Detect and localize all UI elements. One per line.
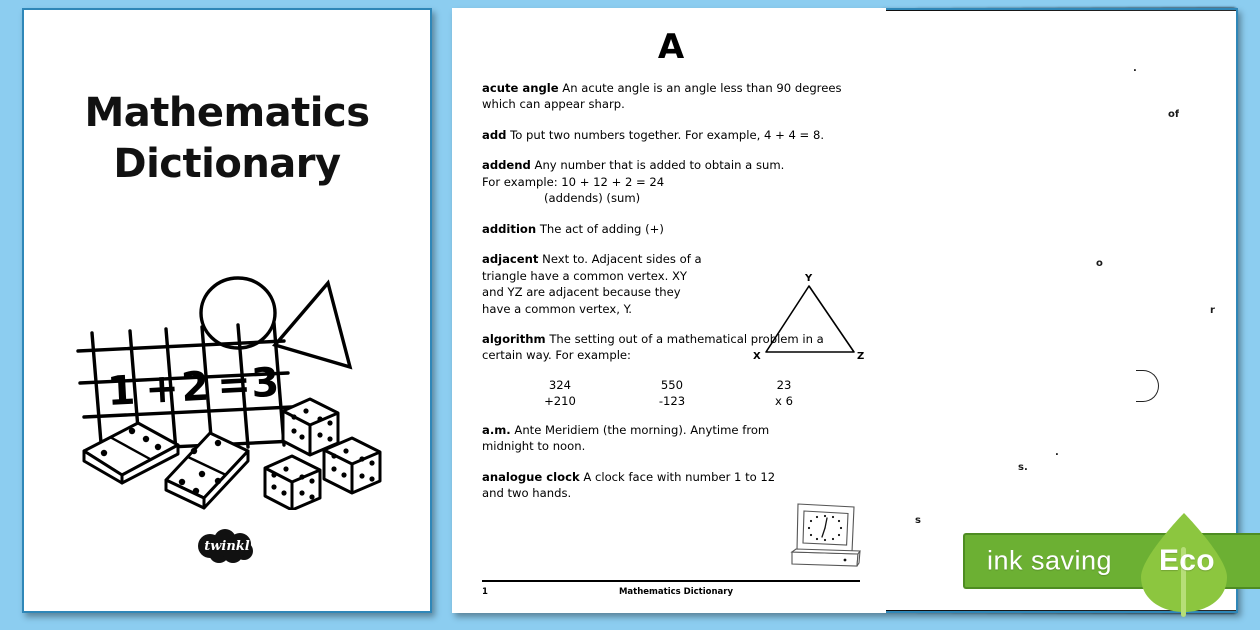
cover-title-line-1: Mathematics <box>84 90 370 136</box>
entry-definition: To put two numbers together. For example, 4 + 4 = 8. <box>510 127 825 142</box>
stack-peek-fragment: of <box>1168 109 1180 120</box>
entry-analogue-clock <box>482 469 782 502</box>
cover-page[interactable] <box>22 8 432 613</box>
entry-definition: The act of adding (+) <box>539 221 664 236</box>
algorithm-cell: 23 <box>776 377 792 392</box>
page-stack[interactable] <box>452 8 1238 613</box>
entry-addition <box>482 221 860 237</box>
stack-peek-fragment: . <box>1133 63 1137 74</box>
entry-term: a.m. <box>482 422 511 437</box>
twinkl-wordmark: twinkl <box>204 538 250 554</box>
triangle-diagram <box>750 270 868 368</box>
entry-term: algorithm <box>482 331 546 346</box>
analogue-clock-illustration <box>788 500 866 572</box>
entry-term: add <box>482 127 507 142</box>
content-page[interactable] <box>452 8 886 613</box>
stack-peek-fragment: s. <box>1018 462 1028 473</box>
stack-peek-fragment: s <box>915 515 921 526</box>
algorithm-cell: x 6 <box>775 393 793 408</box>
footer-document-title: Mathematics Dictionary <box>618 587 734 597</box>
entry-addend <box>482 157 860 206</box>
entry-label-line: (addends) (sum) <box>544 191 641 206</box>
illustration-digit-2: 2 <box>180 363 211 411</box>
cover-title <box>24 10 430 190</box>
entry-definition: The setting out of a mathematical problem in a certain way. For example: <box>482 331 824 363</box>
eco-ink-saving-label: ink saving <box>987 545 1113 576</box>
twinkl-cloud-icon <box>195 529 259 563</box>
entry-am <box>482 422 782 455</box>
twinkl-logo <box>195 529 259 563</box>
footer-rule <box>482 580 860 582</box>
entry-definition: A clock face with number 1 to 12 and two hands. <box>482 469 776 501</box>
entry-term: analogue clock <box>482 469 580 484</box>
entry-definition: An acute angle is an angle less than 90 degrees which can appear sharp. <box>482 81 842 112</box>
algorithm-cell: 324 <box>548 377 572 392</box>
illustration-digit-1: 1 <box>106 367 137 415</box>
entry-term: adjacent <box>482 252 539 267</box>
entry-example-line: For example: 10 + 12 + 2 = 24 <box>482 174 665 189</box>
content-footer <box>482 580 860 597</box>
cover-illustration <box>62 255 392 510</box>
eco-label: Eco <box>1159 544 1215 577</box>
stack-peek-fragment: o <box>1096 258 1103 269</box>
entry-definition: Next to. Adjacent sides of a triangle have a common vertex. XY and YZ are adjacent because they have a common vertex, Y. <box>482 252 702 316</box>
entry-term: addition <box>482 221 537 236</box>
footer-page-number: 1 <box>482 587 488 597</box>
entry-term: acute angle <box>482 81 559 95</box>
triangle-vertex-left-label: X <box>753 351 761 362</box>
entry-acute-angle <box>482 80 860 113</box>
triangle-vertex-right-label: Z <box>857 351 865 362</box>
entry-definition: Any number that is added to obtain a sum. <box>534 158 785 173</box>
entry-add <box>482 127 860 143</box>
illustration-operator-equals: = <box>216 361 252 409</box>
cover-title-line-2: Dictionary <box>113 141 341 188</box>
stack-peek-fragment: . <box>1055 447 1059 458</box>
algorithm-cell: +210 <box>544 393 576 408</box>
letter-heading: A <box>657 27 685 67</box>
illustration-operator-plus: + <box>144 365 180 413</box>
footer-row <box>482 587 860 597</box>
triangle-vertex-top-label: Y <box>805 273 813 284</box>
illustration-digit-3: 3 <box>250 359 281 407</box>
algorithm-example-row-1 <box>482 378 860 392</box>
algorithm-example-row-2 <box>482 394 860 408</box>
eco-badge <box>963 533 1260 589</box>
entry-definition: Ante Meridiem (the morning). Anytime from midnight to noon. <box>482 422 770 454</box>
algorithm-cell: -123 <box>658 393 686 408</box>
entry-term: addend <box>482 158 531 173</box>
algorithm-cell: 550 <box>660 377 684 392</box>
stack-peek-fragment: r <box>1210 305 1215 316</box>
entry-adjacent <box>482 251 712 317</box>
